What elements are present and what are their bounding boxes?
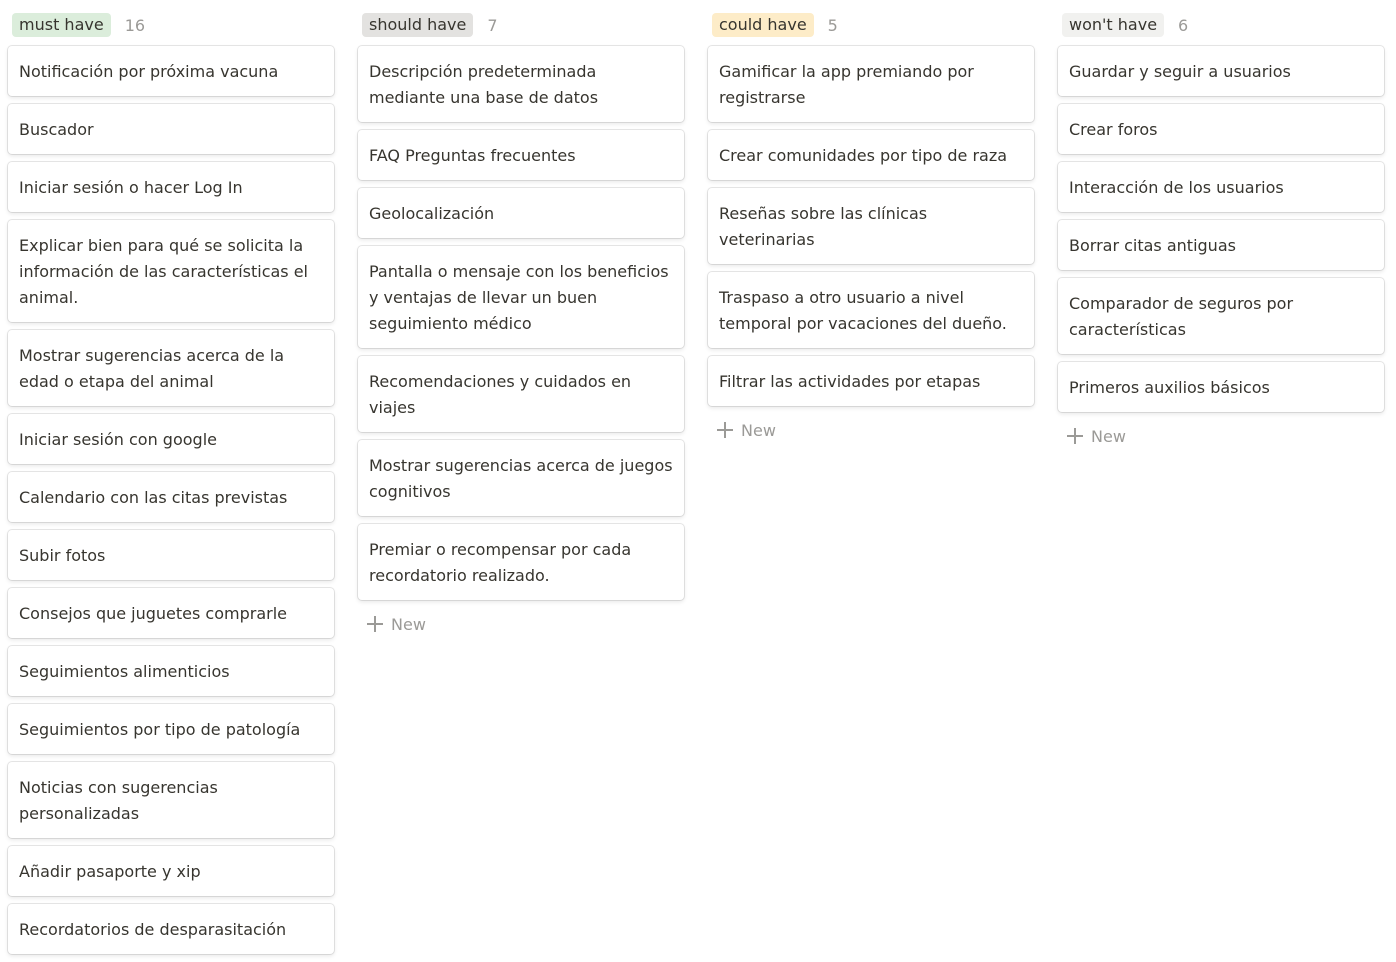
board-card[interactable]: Comparador de seguros por características — [1058, 278, 1384, 354]
board-card[interactable]: Noticias con sugerencias personalizadas — [8, 762, 334, 838]
plus-icon — [717, 422, 733, 438]
status-tag[interactable]: must have — [12, 13, 111, 37]
board-card[interactable]: Explicar bien para qué se solicita la información de las características el animal. — [8, 220, 334, 322]
board-card[interactable]: Mostrar sugerencias acerca de la edad o etapa del animal — [8, 330, 334, 406]
board-card[interactable]: Iniciar sesión con google — [8, 414, 334, 464]
board-card[interactable]: Reseñas sobre las clínicas veterinarias — [708, 188, 1034, 264]
column-should-have — [358, 0, 684, 640]
plus-icon — [367, 616, 383, 632]
board-card[interactable]: Filtrar las actividades por etapas — [708, 356, 1034, 406]
board-card[interactable]: Recordatorios de desparasitación — [8, 904, 334, 954]
status-tag[interactable]: should have — [362, 13, 473, 37]
board-card[interactable]: FAQ Preguntas frecuentes — [358, 130, 684, 180]
board-card[interactable]: Traspaso a otro usuario a nivel temporal por vacaciones del dueño. — [708, 272, 1034, 348]
board-card[interactable]: Seguimientos alimenticios — [8, 646, 334, 696]
column-header — [358, 0, 684, 46]
new-card-label: New — [391, 614, 426, 634]
board-card[interactable]: Borrar citas antiguas — [1058, 220, 1384, 270]
column-could-have — [708, 0, 1034, 446]
board-card[interactable]: Gamificar la app premiando por registrarse — [708, 46, 1034, 122]
new-card-label: New — [741, 420, 776, 440]
card-count: 5 — [827, 15, 838, 35]
card-count: 6 — [1178, 15, 1189, 35]
new-card-label: New — [1091, 426, 1126, 446]
board-card[interactable]: Crear comunidades por tipo de raza — [708, 130, 1034, 180]
board-card[interactable]: Mostrar sugerencias acerca de juegos cognitivos — [358, 440, 684, 516]
column-header — [708, 0, 1034, 46]
board-card[interactable]: Pantalla o mensaje con los beneficios y ventajas de llevar un buen seguimiento médico — [358, 246, 684, 348]
board-card[interactable]: Descripción predeterminada mediante una base de datos — [358, 46, 684, 122]
board-card[interactable]: Añadir pasaporte y xip — [8, 846, 334, 896]
board-card[interactable]: Crear foros — [1058, 104, 1384, 154]
card-count: 16 — [124, 15, 146, 35]
status-tag[interactable]: could have — [712, 13, 814, 37]
kanban-board — [8, 0, 1396, 939]
column-header — [8, 0, 334, 46]
status-tag[interactable]: won't have — [1062, 13, 1164, 37]
column-header — [1058, 0, 1384, 46]
column-must-have — [8, 0, 334, 962]
board-card[interactable]: Recomendaciones y cuidados en viajes — [358, 356, 684, 432]
new-card-button[interactable] — [708, 414, 1034, 446]
board-card[interactable]: Notificación por próxima vacuna — [8, 46, 334, 96]
new-card-button[interactable] — [358, 608, 684, 640]
board-card[interactable]: Calendario con las citas previstas — [8, 472, 334, 522]
column-wont-have — [1058, 0, 1384, 452]
board-card[interactable]: Iniciar sesión o hacer Log In — [8, 162, 334, 212]
board-card[interactable]: Premiar o recompensar por cada recordatorio realizado. — [358, 524, 684, 600]
board-card[interactable]: Interacción de los usuarios — [1058, 162, 1384, 212]
board-card[interactable]: Primeros auxilios básicos — [1058, 362, 1384, 412]
board-card[interactable]: Guardar y seguir a usuarios — [1058, 46, 1384, 96]
board-card[interactable]: Consejos que juguetes comprarle — [8, 588, 334, 638]
card-count: 7 — [487, 15, 498, 35]
plus-icon — [1067, 428, 1083, 444]
board-card[interactable]: Seguimientos por tipo de patología — [8, 704, 334, 754]
new-card-button[interactable] — [1058, 420, 1384, 452]
board-card[interactable]: Buscador — [8, 104, 334, 154]
board-card[interactable]: Subir fotos — [8, 530, 334, 580]
board-card[interactable]: Geolocalización — [358, 188, 684, 238]
